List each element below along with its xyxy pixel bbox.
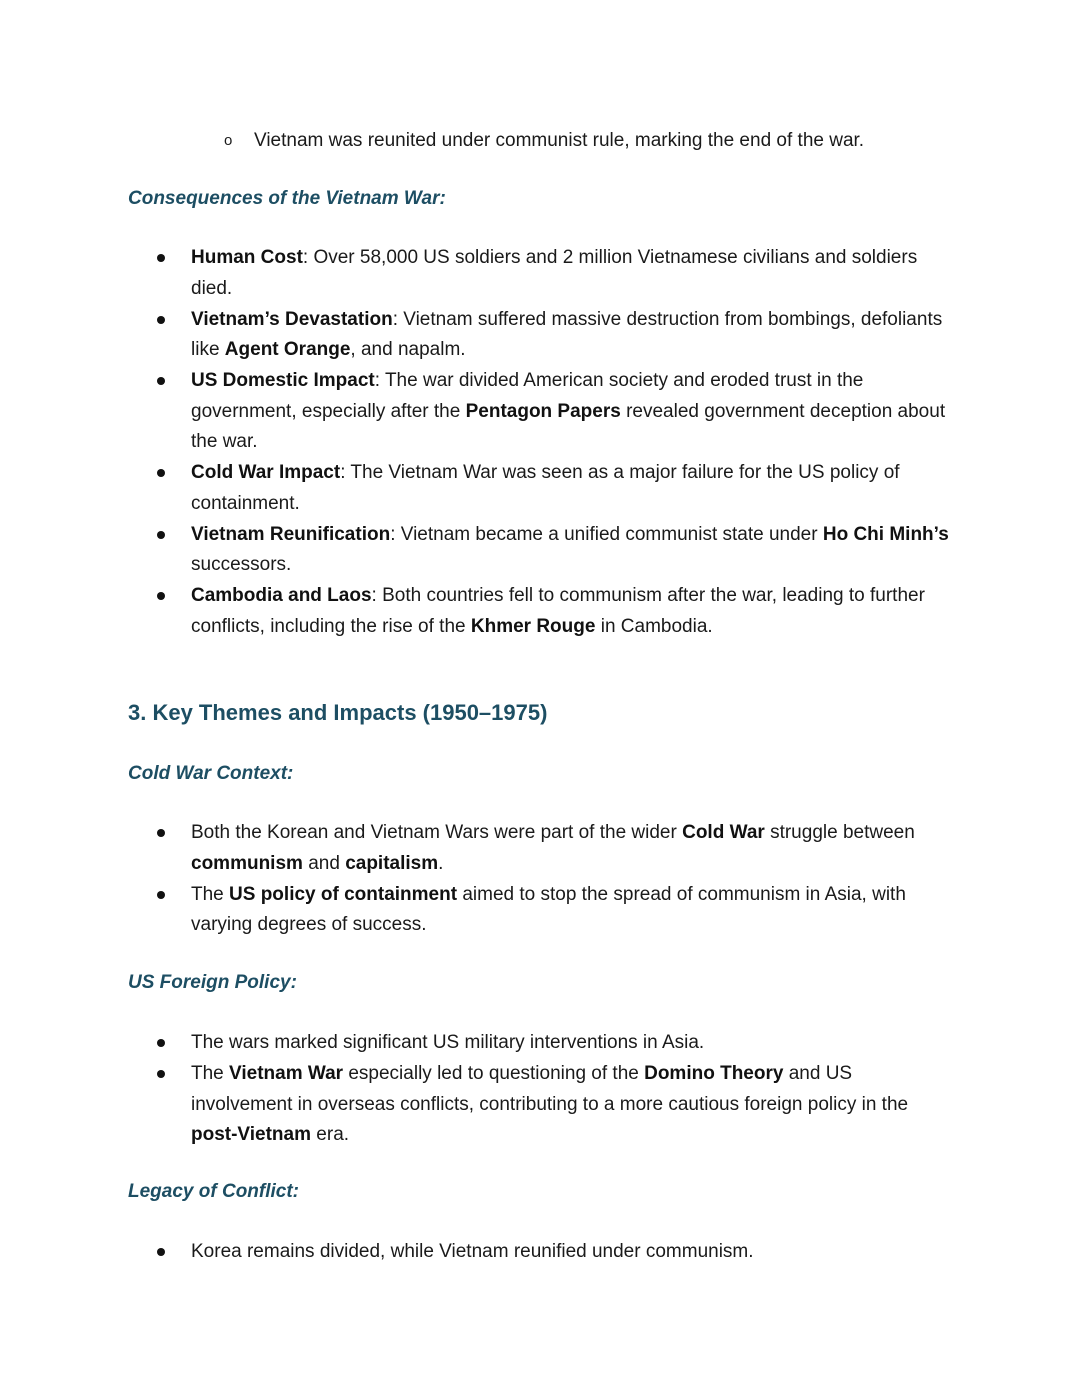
bullet-icon	[157, 469, 165, 477]
item-text: Both the Korean and Vietnam Wars were part of the wider	[191, 822, 683, 843]
item-emphasis: capitalism	[345, 852, 439, 874]
item-emphasis: Pentagon Papers	[465, 400, 621, 422]
item-emphasis: Domino Theory	[644, 1063, 784, 1084]
item-text: : Both countries fell to communism after the war, leading to further conflicts, including the rise of the	[191, 585, 925, 637]
bullet-icon	[157, 1039, 165, 1047]
item-text: revealed government deception about the war.	[191, 400, 946, 452]
item-emphasis: Agent Orange	[224, 339, 351, 360]
bullet-icon	[157, 1248, 165, 1256]
list-item	[0, 458, 956, 519]
list-item	[0, 1237, 956, 1268]
us-foreign-policy-list	[0, 1028, 960, 1151]
item-text: and	[302, 852, 346, 874]
item-text: and US involvement in overseas conflicts, contributing to a more cautious foreign policy in the	[191, 1063, 909, 1115]
item-term: Vietnam Reunification	[191, 523, 391, 545]
bullet-icon	[157, 316, 165, 324]
bullet-icon	[157, 531, 165, 539]
item-text: : Over 58,000 US soldiers and 2 million Vietnamese civilians and soldiers died.	[191, 247, 918, 299]
item-text: The wars marked significant US military interventions in Asia.	[191, 1032, 705, 1053]
list-item	[0, 818, 956, 879]
item-text: : The war divided American society and eroded trust in the government, especially after the	[191, 370, 864, 422]
list-item	[0, 243, 956, 304]
list-item	[0, 305, 956, 366]
legacy-list	[0, 1237, 960, 1268]
item-text: : Vietnam suffered massive destruction from bombings, defoliants like	[191, 308, 943, 360]
item-emphasis: Vietnam War	[229, 1063, 344, 1084]
cold-war-context-list	[0, 818, 960, 941]
item-text: : The Vietnam War was seen as a major failure for the US policy of containment.	[191, 462, 900, 514]
cold-war-context-heading: Cold War Context:	[128, 763, 294, 784]
item-emphasis: communism	[191, 852, 303, 874]
item-text: successors.	[191, 554, 292, 575]
legacy-heading: Legacy of Conflict:	[128, 1181, 300, 1202]
list-item	[0, 366, 956, 458]
us-foreign-policy-heading: US Foreign Policy:	[128, 972, 297, 993]
list-item	[0, 880, 956, 941]
item-text: , and napalm.	[350, 339, 466, 360]
section-heading: 3. Key Themes and Impacts (1950–1975)	[128, 700, 548, 725]
item-emphasis: Cold War	[682, 822, 765, 843]
item-term: US Domestic Impact	[191, 370, 375, 391]
sub-list-item	[224, 126, 864, 156]
consequences-heading: Consequences of the Vietnam War:	[128, 188, 446, 209]
hollow-bullet-marker: o	[224, 132, 233, 149]
sub-list-item-text: Vietnam was reunited under communist rule, marking the end of the war.	[254, 130, 865, 151]
list-item	[0, 520, 956, 581]
list-item	[0, 581, 956, 642]
item-text: in Cambodia.	[595, 615, 713, 637]
bullet-icon	[157, 592, 165, 600]
item-term: Cambodia and Laos	[191, 585, 372, 606]
bullet-icon	[157, 254, 165, 262]
list-item	[0, 1028, 956, 1059]
item-emphasis: Khmer Rouge	[470, 615, 596, 637]
item-text: especially led to questioning of the	[343, 1063, 645, 1084]
item-text: .	[438, 852, 444, 874]
bullet-icon	[157, 1070, 165, 1078]
item-emphasis: post-Vietnam	[191, 1124, 312, 1145]
item-term: Vietnam’s Devastation	[191, 308, 393, 330]
item-emphasis: Ho Chi Minh’s	[822, 523, 949, 545]
consequences-list	[0, 243, 960, 643]
list-item	[0, 1059, 956, 1151]
item-term: Cold War Impact	[191, 462, 341, 483]
bullet-icon	[157, 891, 165, 899]
bullet-icon	[157, 377, 165, 385]
item-text: era.	[311, 1124, 350, 1145]
item-term: Human Cost	[191, 247, 303, 268]
item-text: The	[191, 883, 230, 905]
item-text: Korea remains divided, while Vietnam reunified under communism.	[191, 1241, 754, 1262]
item-text: struggle between	[764, 822, 915, 843]
item-text: aimed to stop the spread of communism in Asia, with varying degrees of success.	[191, 883, 906, 935]
item-text: : Vietnam became a unified communist state under	[390, 523, 823, 545]
bullet-icon	[157, 829, 165, 837]
item-emphasis: US policy of containment	[229, 883, 458, 905]
item-text: The	[191, 1063, 230, 1084]
